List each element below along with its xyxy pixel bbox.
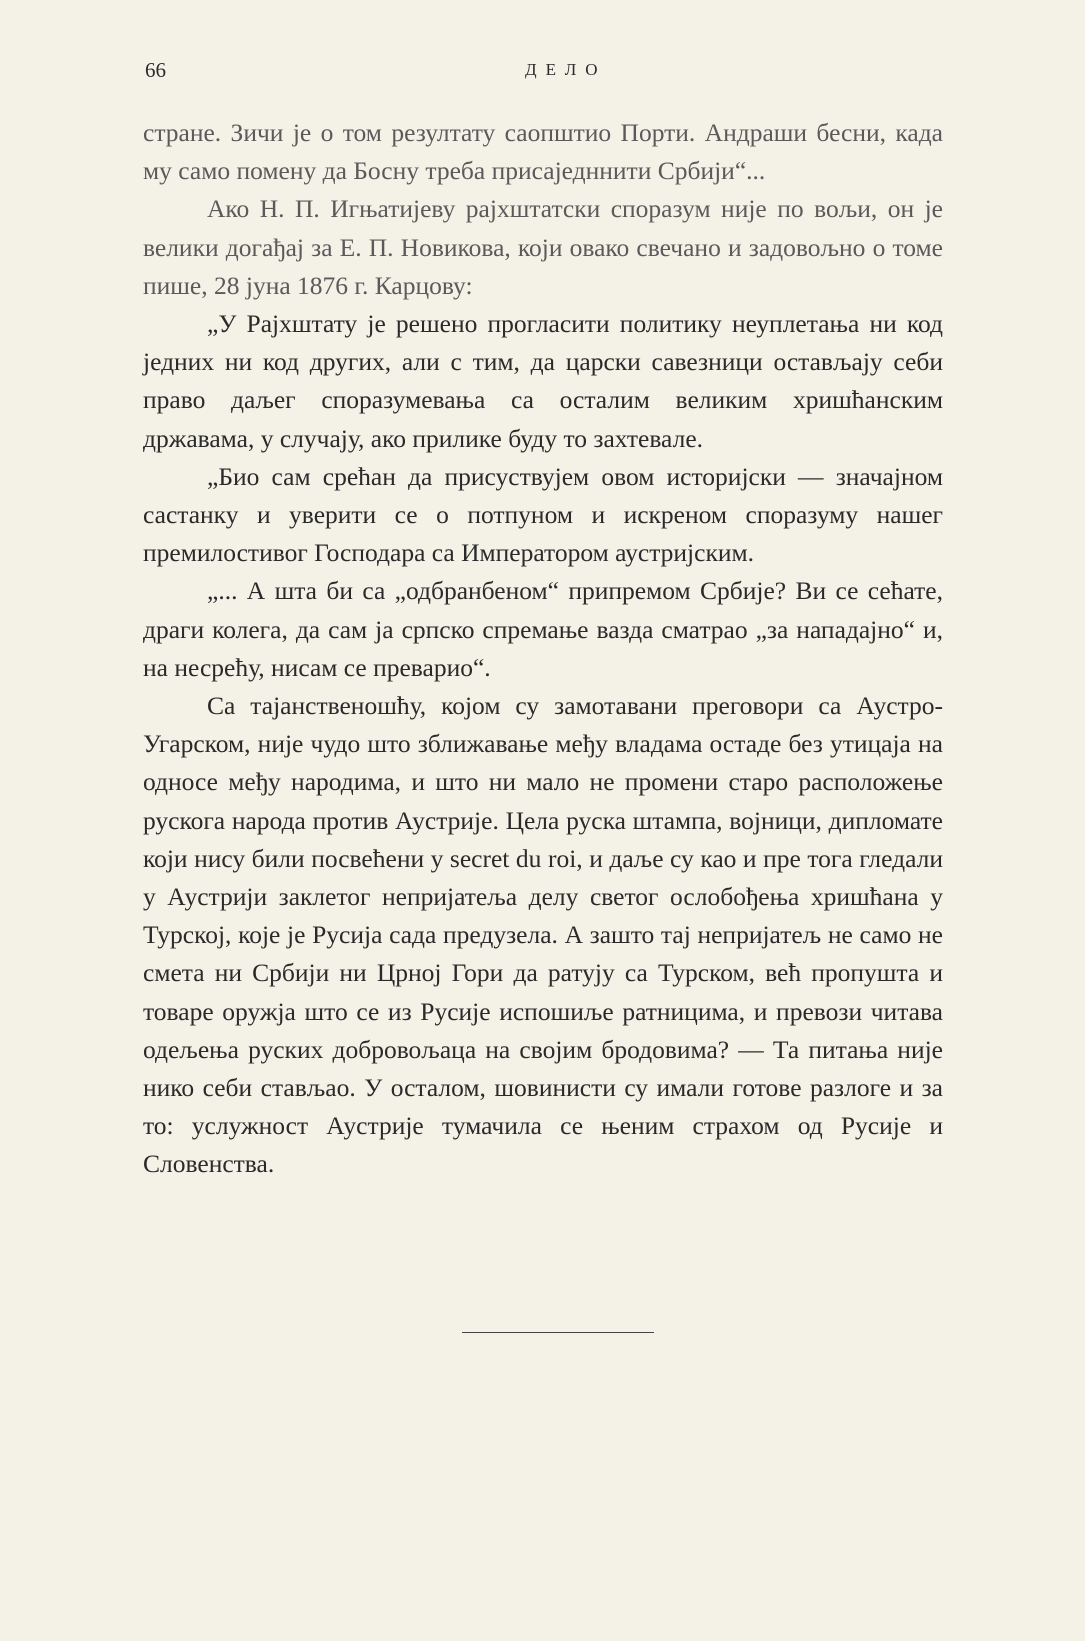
section-end-rule — [462, 1332, 654, 1333]
paragraph-3: „У Рајхштату је решено прогласити политику неуплетања ни код једних ни код других, али с тим, да царски савезници остављају себи право даљег споразумевања са осталим великим хришћанским државама, у случају, ако прилике буду то захтевале. — [143, 309, 943, 453]
paragraph-4: „Био сам срећан да присуствујем овом историјски — значајном састанку и уверити се о потпуном и искреном споразуму нашег премилостивог Господара са Императором аустријским. — [143, 461, 943, 568]
paragraph-6: Са тајанственошћу, којом су замотавани преговори са Аустро-Угарском, није чудо што зближавање међу владама остаде без утицаја на односе међу народима, и што ни мало не промени старо расположење рускога народа против Аустрије. Цела руска штампа, војници, дипломате који нису били посвећени у secret du roi, и даље су као и пре тога гледали у Аустрији заклетог непријатеља делу светог ослобођења хришћана у Турској, које је Русија сада предузела. А зашто тај непријатељ не само не смета ни Србији ни Црној Гори да ратују са Турском, већ пропушта и товаре оружја што се из Русије испошиље ратницима, и превози читава одељења руских добровољаца на својим бродовима? — Та питања није нико себи стављао. У осталом, шовинисти су имали готове разлоге и за то: услужност Аустрије тумачила се њеним страхом од Русије и Словенства. — [143, 691, 943, 1179]
paragraph-1: стране. Зичи је о том резултату саопштио Порти. Андраши бесни, када му само помену да Босну треба присаједннити Србији“... — [143, 118, 943, 186]
body-text — [143, 114, 943, 1184]
paragraph-5: „... А шта би са „одбранбеном“ припремом Србије? Ви се сећате, драги колега, да сам ја српско спремање вазда сматрао „за нападајно“ и, на несрећу, нисам се преварио“. — [143, 576, 943, 682]
journal-title: ДЕЛО — [525, 60, 607, 79]
running-head — [145, 58, 945, 88]
page-number: 66 — [145, 58, 166, 82]
paragraph-2: Ако Н. П. Игњатијеву рајхштатски споразум није по вољи, он је велики догађај за Е. П. Новикова, који овако свечано и задовољно о томе пише, 28 јуна 1876 г. Карцову: — [143, 194, 943, 300]
